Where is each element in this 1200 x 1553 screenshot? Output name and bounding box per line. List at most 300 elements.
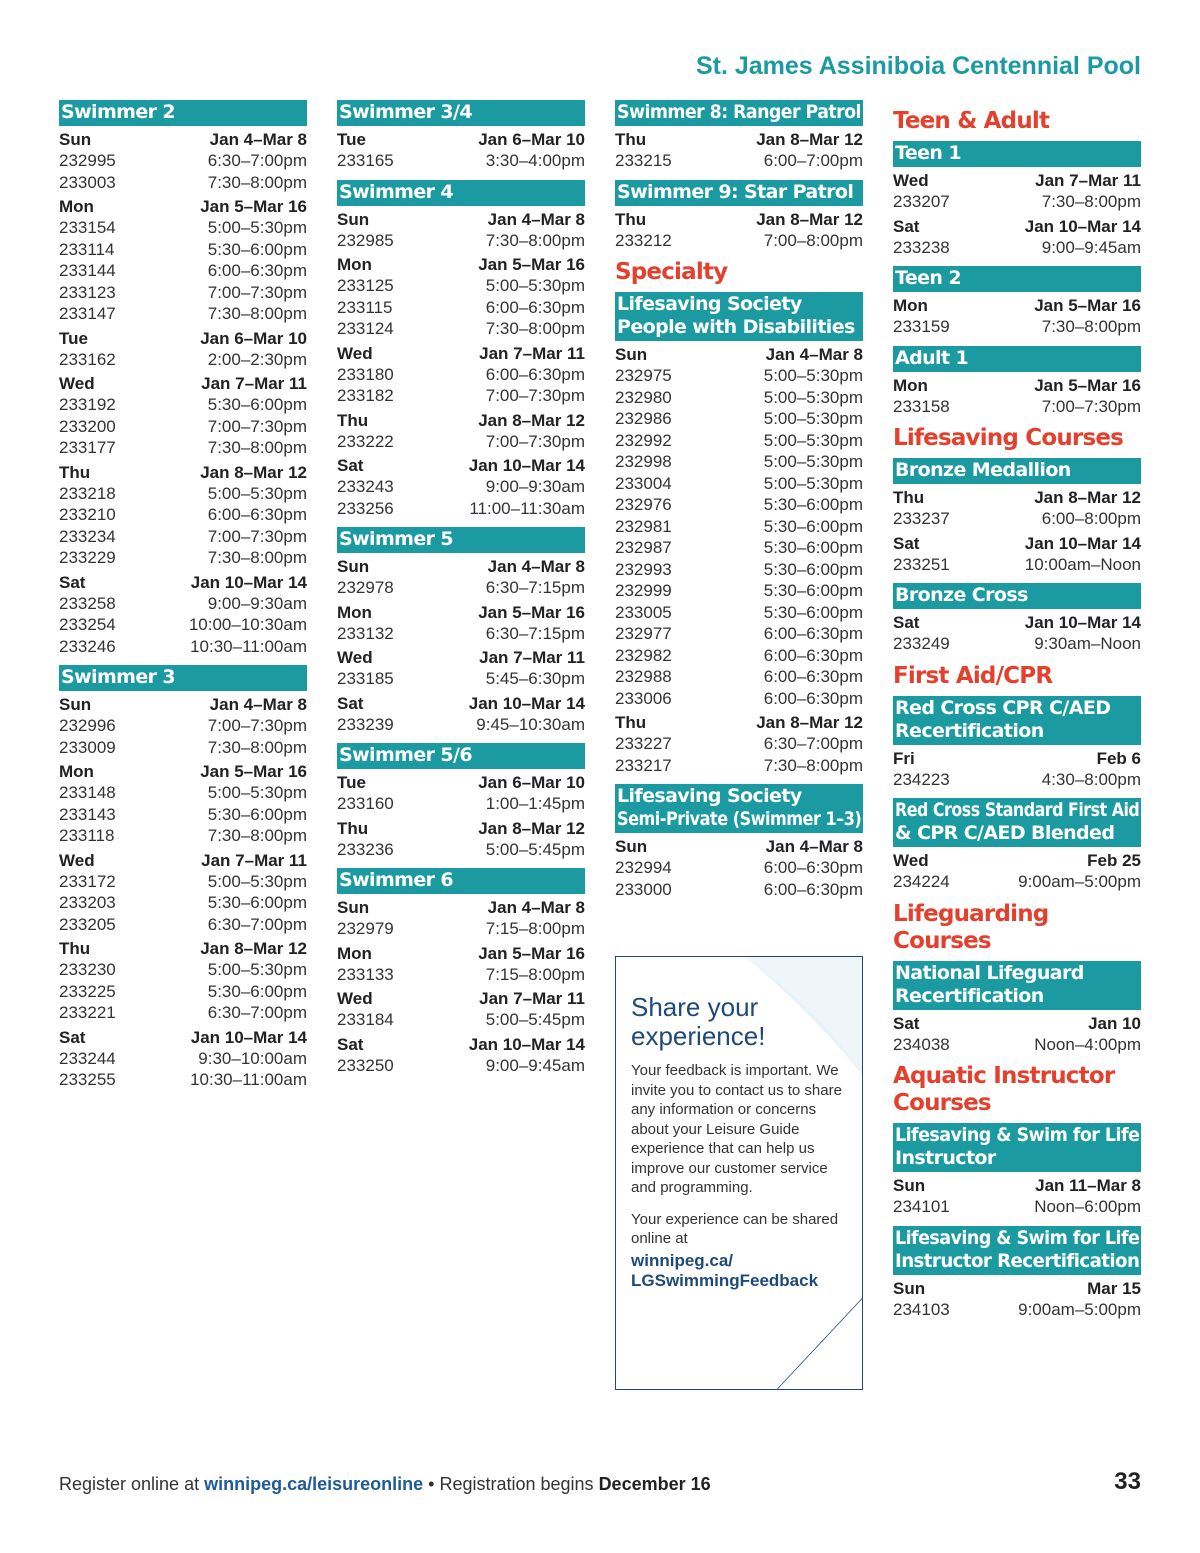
day-header [893,748,1141,769]
day-header [615,712,863,733]
session-row[interactable] [59,504,307,526]
day-name: Sat [893,533,920,553]
course-title-line: Swimmer 9: Star Patrol [617,180,854,203]
session-row[interactable] [59,172,307,194]
date-range: Mar 15 [1087,1278,1141,1298]
session-row[interactable] [337,385,585,407]
course-block [615,292,863,776]
course-code: 233143 [59,804,116,824]
course-code: 233006 [615,688,672,708]
course-code: 233115 [337,297,393,317]
session-row[interactable] [337,577,585,599]
course-title-bar [893,583,1141,609]
session-row[interactable] [59,1069,307,1091]
session-time: 6:00–6:30pm [763,624,863,643]
day-header [59,572,307,593]
session-row[interactable] [337,1009,585,1031]
day-name: Wed [893,171,929,190]
course-title-line: Swimmer 2 [61,101,176,123]
course-code: 233207 [893,192,950,211]
day-header [59,761,307,782]
course-title-bar [893,1226,1141,1275]
day-header [337,897,585,918]
session-row[interactable] [59,614,307,636]
session-row[interactable] [615,387,863,409]
course-title-line: Lifesaving & Swim for Life [895,1226,1140,1249]
feedback-title-line-1: Share your [631,992,759,1022]
session-time: 10:00am–Noon [1024,554,1141,574]
session-time: 5:00–5:30pm [763,430,863,450]
session-row[interactable] [615,516,863,538]
session-time: 5:30–6:00pm [763,581,863,600]
course-block [893,961,1141,1056]
course-title-line: Swimmer 3 [61,666,176,688]
day-name: Wed [337,648,373,667]
session-time: Noon–6:00pm [1034,1197,1141,1216]
session-row[interactable] [615,230,863,252]
schedule-column-1 [59,100,307,1099]
day-header [337,343,585,364]
date-range: Jan 5–Mar 16 [200,197,307,216]
course-code: 234224 [893,872,950,891]
day-header [893,487,1141,508]
day-name: Wed [337,343,373,363]
session-row[interactable] [59,526,307,548]
section-heading: Teen & Adult [893,108,1050,134]
course-title-line: Adult 1 [895,346,969,369]
course-title-bar [893,1123,1141,1172]
course-code: 233158 [893,396,950,416]
session-time: 5:00–5:30pm [207,871,307,891]
session-row[interactable] [893,191,1141,213]
session-row[interactable] [337,476,585,498]
session-row[interactable] [893,316,1141,338]
day-name: Sat [893,1013,920,1033]
session-row[interactable] [59,416,307,438]
session-time: 6:00–8:00pm [1041,509,1141,528]
day-name: Sat [59,1027,86,1047]
session-time: 7:30–8:00pm [207,737,307,757]
course-block [59,100,307,657]
session-row[interactable] [337,964,585,986]
session-row[interactable] [59,303,307,325]
date-range: Jan 5–Mar 16 [478,943,585,963]
session-row[interactable] [615,430,863,452]
date-range: Jan 8–Mar 12 [200,462,307,482]
day-name: Wed [59,850,95,870]
day-name: Mon [337,255,372,274]
course-code: 233114 [59,239,115,259]
session-row[interactable] [615,602,863,624]
session-row[interactable] [337,839,585,861]
feedback-link-line-1[interactable]: winnipeg.ca/ [631,1250,734,1270]
date-range: Jan 10–Mar 14 [190,1027,307,1047]
course-code: 232977 [615,624,672,643]
day-name: Sun [337,898,370,917]
course-code: 233236 [337,839,394,859]
session-row[interactable] [337,431,585,453]
session-time: 5:00–5:30pm [207,483,307,503]
date-range: Jan 10–Mar 14 [1024,613,1141,632]
course-code: 233160 [337,794,394,813]
session-time: 5:30–6:00pm [763,495,863,514]
date-range: Jan 5–Mar 16 [1034,375,1141,395]
session-row[interactable] [615,408,863,430]
session-row[interactable] [893,508,1141,530]
day-header [337,818,585,839]
session-row[interactable] [615,365,863,387]
course-title-line: Instructor [895,1147,996,1169]
session-time: 7:00–7:30pm [485,431,585,451]
session-row[interactable] [893,871,1141,893]
course-block [893,1226,1141,1321]
section-heading: Specialty [615,259,728,285]
course-code: 233203 [59,893,116,912]
session-row[interactable] [59,260,307,282]
schedule-column-4 [893,100,1141,1328]
session-row[interactable] [59,804,307,826]
course-code: 233003 [59,172,116,192]
day-name: Thu [59,462,91,482]
course-block [893,798,1141,893]
course-code: 233125 [337,276,394,295]
session-time: 9:00–9:45am [1041,237,1141,257]
course-code: 232975 [615,366,672,385]
session-time: 5:30–6:00pm [763,538,863,557]
session-row[interactable] [59,782,307,804]
course-code: 233133 [337,964,394,984]
course-title-line: Lifesaving Society [617,785,802,807]
course-code: 233004 [615,473,672,493]
feedback-content [631,993,851,1291]
date-range: Jan 8–Mar 12 [478,818,585,838]
day-name: Sun [615,345,648,364]
day-name: Sun [59,695,92,714]
feedback-link[interactable] [631,1251,851,1291]
course-title-line: Recertification [895,984,1044,1007]
course-code: 232979 [337,919,394,938]
course-block [615,100,863,172]
date-range: Jan 4–Mar 8 [487,898,585,917]
session-row[interactable] [337,623,585,645]
course-code: 232976 [615,495,672,514]
day-name: Sun [893,1278,926,1298]
day-header [337,1034,585,1055]
session-row[interactable] [59,636,307,658]
session-time: 6:00–6:30pm [485,364,585,384]
session-row[interactable] [337,1055,585,1077]
session-row[interactable] [615,666,863,688]
session-row[interactable] [337,318,585,340]
session-time: 6:00–7:00pm [763,151,863,170]
session-row[interactable] [615,755,863,777]
date-range: Jan 7–Mar 11 [479,989,585,1008]
feedback-body: Your feedback is important. We invite you to contact us to share any information or concerns about your Leisure Guide experience that can help us improve our customer service and programming. [631,1062,842,1196]
day-header [337,254,585,275]
day-name: Tue [337,130,366,149]
session-row[interactable] [337,230,585,252]
date-range: Jan 7–Mar 11 [479,343,585,363]
course-code: 233144 [59,261,116,280]
course-code: 233217 [615,755,672,775]
feedback-link-line-2[interactable]: LGSwimmingFeedback [631,1270,819,1290]
date-range: Jan 8–Mar 12 [756,713,863,732]
date-range: Jan 8–Mar 12 [756,209,863,229]
session-row[interactable] [59,150,307,172]
course-code: 232995 [59,151,116,170]
session-time: 5:00–5:30pm [485,276,585,295]
session-time: 6:30–7:00pm [207,151,307,170]
session-row[interactable] [615,473,863,495]
course-block [615,180,863,252]
date-range: Jan 5–Mar 16 [478,255,585,274]
course-code: 233162 [59,349,116,369]
day-header [337,693,585,714]
session-row[interactable] [337,793,585,815]
day-header [615,209,863,230]
date-range: Jan 6–Mar 10 [478,773,585,792]
course-title-line: Red Cross CPR C/AED [895,696,1111,719]
session-row[interactable] [59,239,307,261]
course-code: 233165 [337,151,394,170]
day-header [59,462,307,483]
session-row[interactable] [59,349,307,371]
date-range: Jan 4–Mar 8 [487,209,585,229]
session-row[interactable] [59,282,307,304]
course-code: 233218 [59,483,116,503]
course-title-bar [893,696,1141,745]
day-header [59,196,307,217]
session-time: 10:00–10:30am [188,615,307,634]
course-code: 233212 [615,230,672,250]
session-row[interactable] [615,150,863,172]
course-title-bar [59,100,307,126]
session-time: 9:00–9:30am [485,477,585,496]
course-title-line: Swimmer 4 [339,180,454,203]
course-block [337,180,585,520]
session-row[interactable] [59,437,307,459]
course-title-bar [615,100,863,126]
course-title-bar [893,141,1141,167]
session-row[interactable] [893,1034,1141,1056]
day-header [337,772,585,793]
session-time: 5:00–5:30pm [763,473,863,493]
session-row[interactable] [615,580,863,602]
day-name: Sun [893,1176,926,1195]
course-title-line: Teen 2 [895,267,961,289]
course-code: 234103 [893,1299,950,1319]
course-title-line: People with Disabilities [617,316,855,338]
session-row[interactable] [615,879,863,901]
course-code: 233234 [59,526,116,546]
course-code: 233215 [615,151,672,170]
course-title-bar [893,798,1141,847]
session-row[interactable] [59,892,307,914]
session-row[interactable] [59,871,307,893]
session-row[interactable] [337,150,585,172]
date-range: Jan 5–Mar 16 [1034,296,1141,315]
session-time: 6:30–7:00pm [763,734,863,753]
course-code: 233148 [59,783,116,802]
session-row[interactable] [59,825,307,847]
session-time: 4:30–8:00pm [1041,769,1141,789]
session-time: 5:00–5:30pm [207,960,307,979]
day-name: Sun [337,557,370,576]
session-row[interactable] [893,396,1141,418]
session-row[interactable] [337,364,585,386]
session-row[interactable] [59,737,307,759]
day-name: Tue [337,773,366,792]
session-row[interactable] [615,451,863,473]
course-code: 234223 [893,769,950,789]
course-code: 232999 [615,581,672,600]
session-row[interactable] [337,668,585,690]
session-row[interactable] [615,623,863,645]
session-time: Noon–4:00pm [1034,1034,1141,1054]
course-title-bar [893,266,1141,292]
session-time: 9:00am–5:00pm [1018,1299,1141,1319]
session-row[interactable] [59,914,307,936]
date-range: Jan 4–Mar 8 [209,695,307,714]
course-code: 233205 [59,914,116,934]
day-name: Thu [337,818,369,838]
session-time: 11:00–11:30am [469,498,585,518]
course-code: 232988 [615,667,672,686]
day-name: Sun [615,837,648,856]
date-range: Jan 10–Mar 14 [1024,533,1141,553]
course-title-bar [337,743,585,769]
session-time: 5:00–5:45pm [485,1010,585,1029]
day-name: Mon [337,602,372,622]
course-code: 233154 [59,218,116,237]
session-row[interactable] [893,1299,1141,1321]
schedule-column-2 [337,100,585,1084]
session-row[interactable] [615,494,863,516]
date-range: Jan 8–Mar 12 [200,939,307,958]
session-row[interactable] [893,237,1141,259]
course-title-line: Swimmer 8: Ranger Patrol [617,101,861,123]
day-name: Thu [59,939,91,958]
session-row[interactable] [615,688,863,710]
day-name: Sun [337,209,370,229]
day-header [59,850,307,871]
session-row[interactable] [337,297,585,319]
day-name: Thu [615,130,647,149]
session-time: 7:15–8:00pm [485,919,585,938]
day-name: Thu [615,209,647,229]
session-row[interactable] [893,554,1141,576]
registration-date: December 16 [598,1474,711,1494]
session-row[interactable] [615,537,863,559]
course-title-line: Swimmer 6 [339,869,454,891]
session-row[interactable] [59,959,307,981]
course-block [893,1123,1141,1218]
session-time: 7:30–8:00pm [207,548,307,567]
section-heading: Lifesaving Courses [893,425,1124,451]
course-title-bar [337,868,585,894]
session-row[interactable] [337,714,585,736]
session-time: 9:00–9:30am [207,593,307,613]
day-name: Thu [615,713,647,732]
session-row[interactable] [59,1002,307,1024]
session-time: 5:30–6:00pm [207,239,307,259]
date-range: Jan 4–Mar 8 [209,130,307,149]
session-row[interactable] [337,918,585,940]
session-time: 10:30–11:00am [190,1070,307,1089]
day-name: Mon [893,296,928,315]
session-row[interactable] [59,593,307,615]
course-code: 233251 [893,554,950,574]
day-name: Mon [337,943,372,963]
course-code: 232986 [615,409,672,428]
register-link[interactable]: winnipeg.ca/leisureonline [204,1474,424,1494]
course-title-line: Swimmer 3/4 [339,101,472,123]
date-range: Jan 4–Mar 8 [765,837,863,856]
session-row[interactable] [59,217,307,239]
session-row[interactable] [337,275,585,297]
session-time: 5:30–6:00pm [763,559,863,579]
course-code: 233200 [59,416,116,436]
course-block [337,100,585,172]
session-row[interactable] [59,483,307,505]
day-name: Sat [337,693,364,713]
course-block [893,458,1141,575]
course-title-bar [893,961,1141,1010]
day-header [893,612,1141,633]
session-row[interactable] [59,1048,307,1070]
session-row[interactable] [59,394,307,416]
day-header [615,836,863,857]
session-row[interactable] [59,715,307,737]
date-range: Jan 4–Mar 8 [487,557,585,576]
day-header [59,129,307,150]
course-title-line: Swimmer 5/6 [339,744,472,766]
session-row[interactable] [893,633,1141,655]
course-code: 232993 [615,559,672,579]
course-title-bar [893,458,1141,484]
course-title-bar [615,784,863,833]
course-title-line: Instructor Recertification [895,1249,1140,1272]
day-header [893,170,1141,191]
course-code: 233124 [337,319,394,338]
session-row[interactable] [615,857,863,879]
course-title-bar [337,100,585,126]
session-time: 2:00–2:30pm [207,349,307,369]
day-header [59,694,307,715]
session-time: 7:00–7:30pm [485,386,585,405]
footer [59,1474,711,1495]
session-row[interactable] [893,769,1141,791]
session-row[interactable] [893,1196,1141,1218]
course-title-line: Bronze Medallion [895,459,1071,481]
session-row[interactable] [615,559,863,581]
session-time: 7:00–7:30pm [207,282,307,302]
session-row[interactable] [59,547,307,569]
day-header [337,556,585,577]
session-row[interactable] [59,981,307,1003]
course-code: 233222 [337,431,394,451]
day-header [337,410,585,431]
session-time: 5:30–6:00pm [207,395,307,414]
course-code: 233210 [59,505,116,524]
course-code: 233182 [337,386,394,405]
session-row[interactable] [615,733,863,755]
session-row[interactable] [615,645,863,667]
course-code: 233147 [59,304,116,323]
session-time: 6:30–7:00pm [207,1003,307,1022]
day-name: Wed [337,989,373,1008]
session-row[interactable] [337,498,585,520]
